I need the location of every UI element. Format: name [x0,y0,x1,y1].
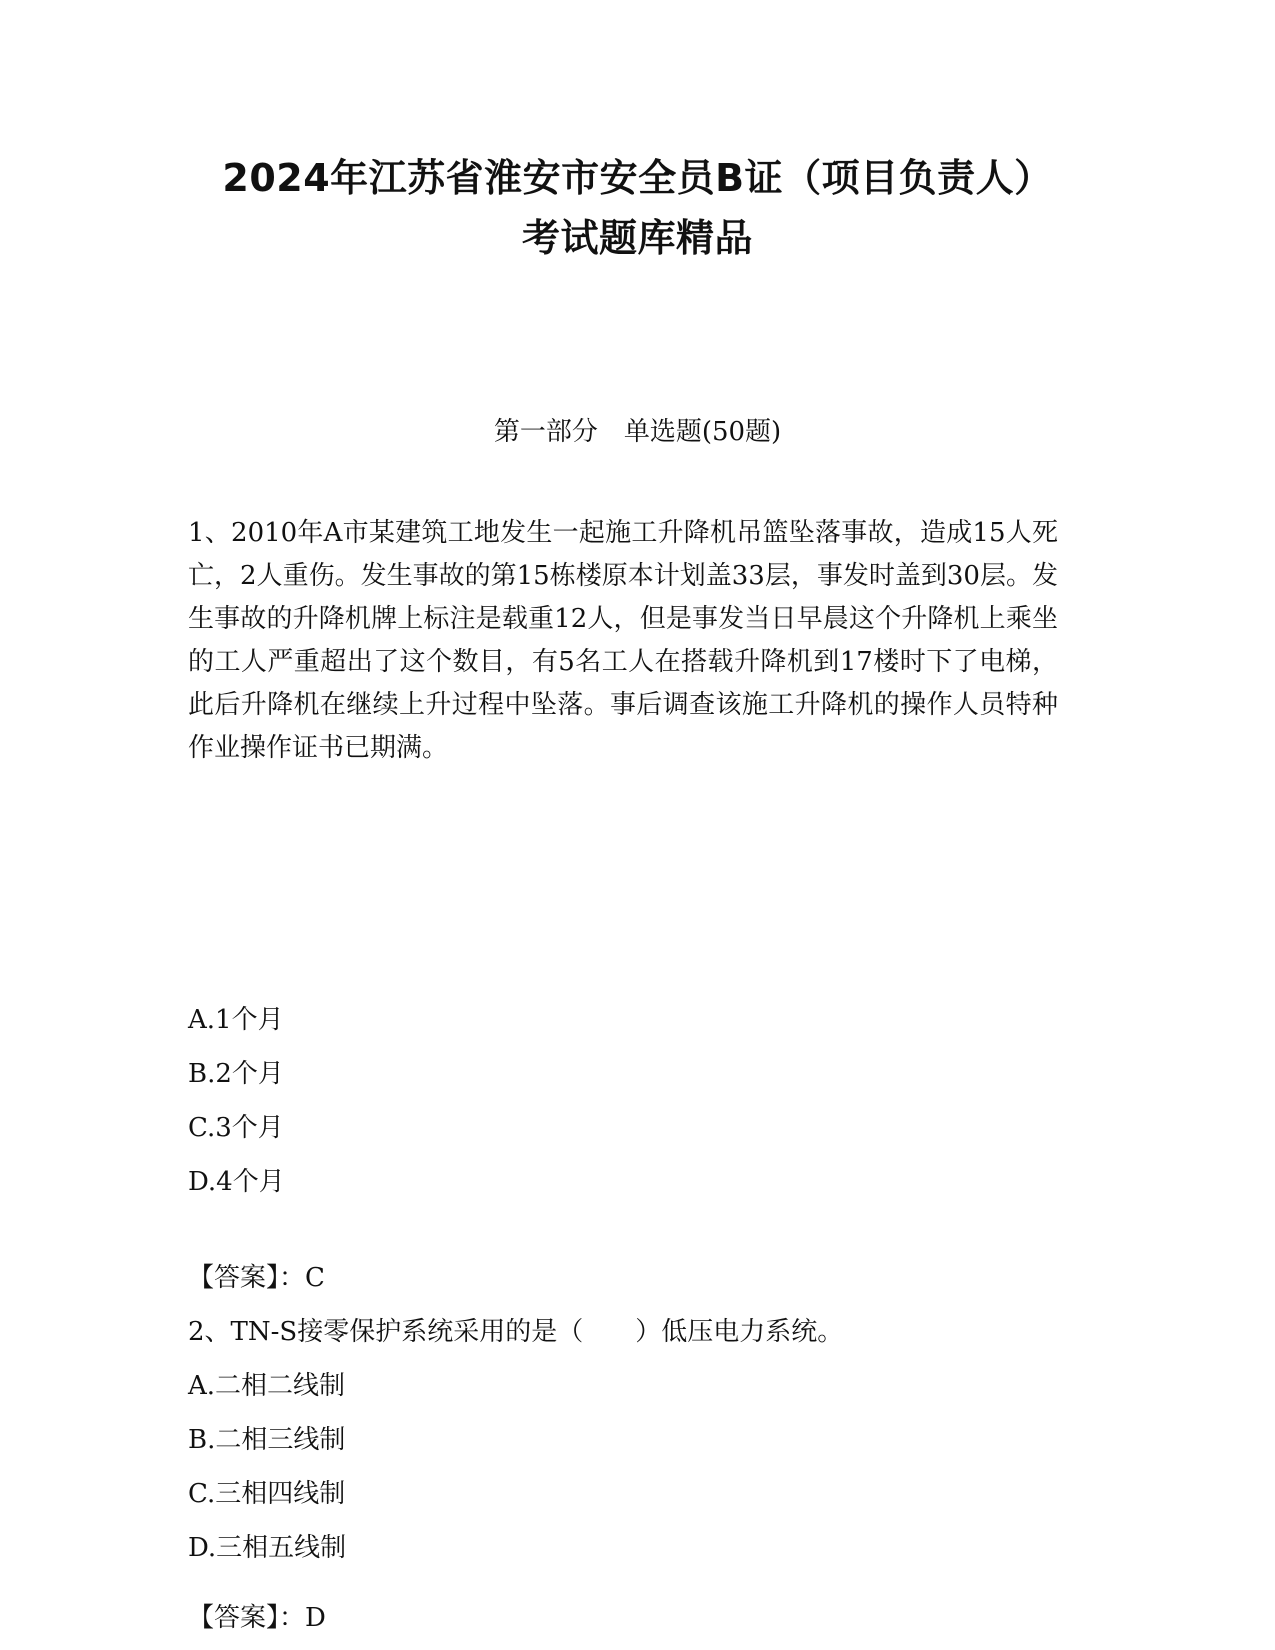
document-title-line-1: 2024年江苏省淮安市安全员B证（项目负责人） [222,156,1053,200]
option-c: C.三相四线制 [188,1479,346,1509]
option-c: C.3个月 [188,1113,284,1143]
option-a: A.1个月 [188,1005,284,1035]
option-d: D.三相五线制 [188,1533,347,1563]
answer-label: 【答案】：C [188,1263,325,1293]
section-heading: 第一部分 单选题(50题) [493,417,782,447]
option-b: B.2个月 [188,1059,284,1089]
question-1 [188,512,1058,770]
option-d: D.4个月 [188,1167,285,1197]
question-stem: 2、TN-S接零保护系统采用的是（ ）低压电力系统。 [188,1317,844,1347]
document-title-line-2: 考试题库精品 [521,216,753,260]
option-b: B.二相三线制 [188,1425,346,1455]
question-stem: 1、2010年A市某建筑工地发生一起施工升降机吊篮坠落事故，造成15人死亡，2人重伤。发生事故的第15栋楼原本计划盖33层，事发时盖到30层。发生事故的升降机牌上标注是载重12人，但是事发当日早晨这个升降机上乘坐的工人严重超出了这个数目，有5名工人在搭载升降机到17楼时下了电梯，此后升降机在继续上升过程中坠落。事后调查该施工升降机的操作人员特种作业操作证书已期满。 [188,518,1058,763]
answer-label: 【答案】：D [188,1603,326,1633]
option-a: A.二相二线制 [188,1371,346,1401]
